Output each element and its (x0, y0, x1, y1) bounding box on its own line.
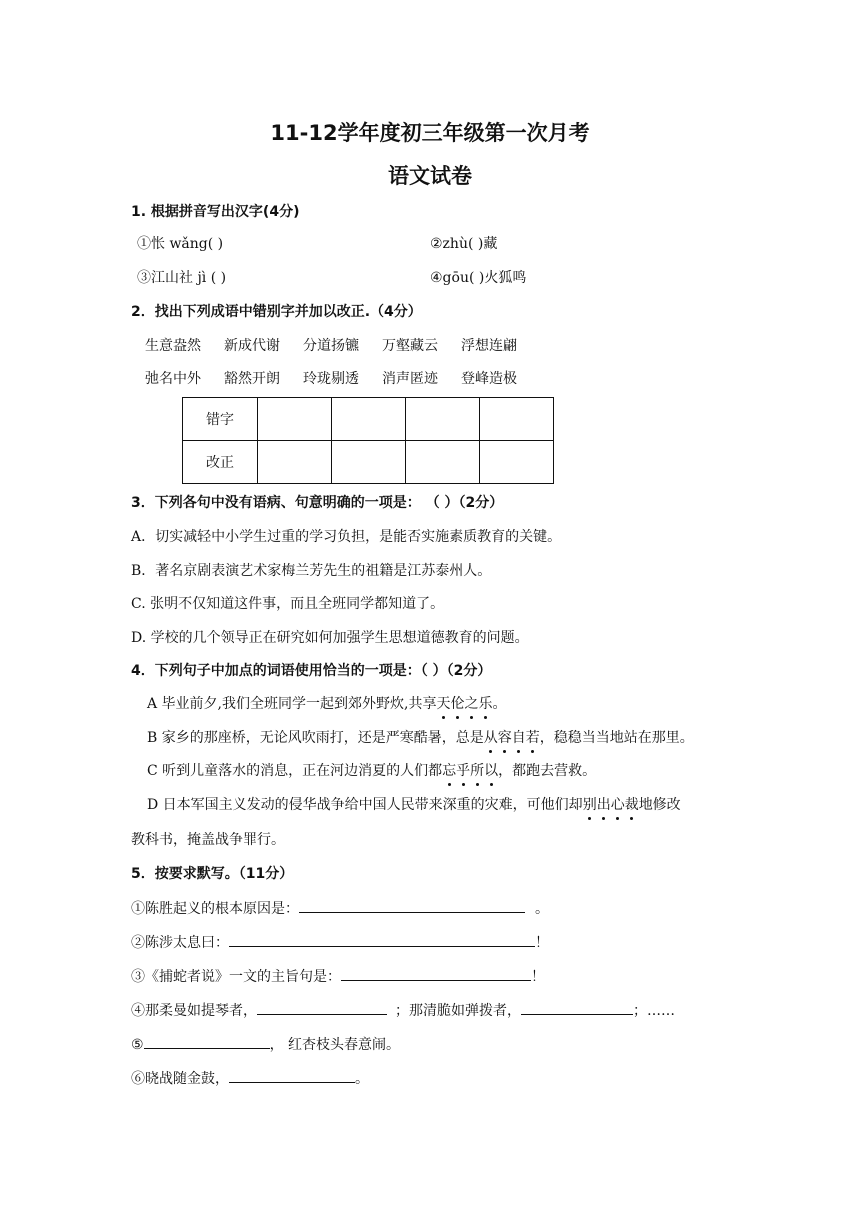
fill-blank[interactable] (521, 1000, 633, 1015)
option-text: 地修改 (638, 797, 681, 813)
exam-subtitle: 语文试卷 (388, 164, 472, 188)
dotted-char: 容 (497, 730, 512, 746)
idiom: 浮想连翩 (461, 338, 517, 354)
q5-item-2 (131, 932, 549, 953)
q5-item-6 (131, 1068, 369, 1089)
idiom: 登峰造极 (461, 371, 517, 387)
item-text: 。 (535, 901, 549, 917)
answer-cell[interactable] (406, 441, 480, 484)
q4-heading: 4．下列句子中加点的词语使用恰当的一项是：（ ）（2分） (131, 663, 492, 679)
correction-table (182, 397, 554, 484)
q4-option-c (147, 761, 596, 781)
q4-option-d-continued: 教科书，掩盖战争罪行。 (131, 832, 285, 848)
fill-blank[interactable] (341, 966, 531, 981)
dotted-char: 若 (525, 730, 540, 746)
q1-item-3: ③江山社 jì ( ) (137, 270, 227, 286)
option-text: ，都跑去营救。 (498, 763, 597, 779)
fill-blank[interactable] (229, 932, 535, 947)
idiom: 生意盎然 (145, 338, 201, 354)
idiom-row-1 (145, 336, 517, 356)
fill-blank[interactable] (257, 1000, 387, 1015)
item-text: ， 红杏枝头春意闹。 (269, 1037, 401, 1053)
q3-heading: 3．下列各句中没有语病、句意明确的一项是： （ ）（2分） (131, 495, 504, 511)
idiom: 消声匿迹 (382, 371, 438, 387)
item-text: ！ (531, 969, 545, 985)
answer-cell[interactable] (258, 398, 332, 441)
idiom: 分道扬镳 (303, 338, 359, 354)
idiom: 弛名中外 (145, 371, 201, 387)
q5-item-1 (131, 898, 549, 919)
option-text: D 日本军国主义发动的侵华战争给中国人民带来深重的灾难，可他们却 (147, 797, 583, 813)
answer-cell[interactable] (480, 441, 554, 484)
dotted-char: 乎 (456, 763, 471, 779)
item-text: 。 (355, 1071, 369, 1087)
dotted-char: 之 (464, 696, 479, 712)
item-text: ；…… (633, 1003, 675, 1019)
idiom: 新成代谢 (224, 338, 280, 354)
dotted-char: 别 (582, 797, 597, 813)
option-text: ，稳稳当当地站在那里。 (539, 730, 694, 746)
dotted-char: 自 (511, 730, 526, 746)
fill-blank[interactable] (229, 1068, 355, 1083)
q3-option-d: D. 学校的几个领导正在研究如何加强学生思想道德教育的问题。 (131, 630, 529, 646)
item-text: ①陈胜起义的根本原因是： (131, 901, 299, 917)
answer-cell[interactable] (406, 398, 480, 441)
item-text: ⑥晓战随金鼓， (131, 1071, 229, 1087)
item-text: ②陈涉太息曰： (131, 935, 229, 951)
option-text: C 听到儿童落水的消息，正在河边消夏的人们都 (147, 763, 443, 779)
item-text: ⑤ (131, 1037, 144, 1053)
item-text: ③《捕蛇者说》一文的主旨句是： (131, 969, 341, 985)
q4-option-a (147, 694, 506, 714)
table-row (183, 441, 554, 484)
q5-item-3 (131, 966, 545, 987)
q5-item-4 (131, 1000, 675, 1021)
idiom: 万壑藏云 (382, 338, 438, 354)
dotted-char: 伦 (450, 696, 465, 712)
item-text: ！ (535, 935, 549, 951)
dotted-char: 天 (436, 696, 451, 712)
dotted-char: 所 (470, 763, 485, 779)
exam-title: 11-12学年度初三年级第一次月考 (270, 121, 590, 145)
fill-blank[interactable] (299, 898, 525, 913)
q3-option-a: A．切实减轻中小学生过重的学习负担，是能否实施素质教育的关键。 (131, 529, 562, 545)
option-text: 。 (492, 696, 507, 712)
option-text: B 家乡的那座桥，无论风吹雨打，还是严寒酷暑，总是 (147, 730, 484, 746)
table-label-wrong: 错字 (183, 398, 258, 441)
q5-item-5 (131, 1034, 400, 1055)
idiom: 玲珑剔透 (303, 371, 359, 387)
q5-heading: 5．按要求默写。（11分） (131, 866, 294, 882)
item-text: ；那清脆如弹拨者， (395, 1003, 521, 1019)
table-label-correct: 改正 (183, 441, 258, 484)
dotted-char: 裁 (624, 797, 639, 813)
dotted-char: 出 (596, 797, 611, 813)
q2-heading: 2．找出下列成语中错别字并加以改正.（4分） (131, 304, 422, 320)
answer-cell[interactable] (258, 441, 332, 484)
q3-option-c: C. 张明不仅知道这件事，而且全班同学都知道了。 (131, 596, 445, 612)
answer-cell[interactable] (332, 441, 406, 484)
q4-option-b (147, 728, 694, 748)
idiom: 豁然开朗 (224, 371, 280, 387)
dotted-char: 心 (610, 797, 625, 813)
q3-option-b: B．著名京剧表演艺术家梅兰芳先生的祖籍是江苏泰州人。 (131, 563, 492, 579)
idiom-row-2 (145, 369, 517, 389)
table-row (183, 398, 554, 441)
item-text: ④那柔曼如提琴者， (131, 1003, 257, 1019)
q1-heading: 1. 根据拼音写出汉字(4分) (131, 204, 300, 220)
dotted-char: 以 (484, 763, 499, 779)
dotted-char: 从 (483, 730, 498, 746)
dotted-char: 忘 (442, 763, 457, 779)
option-text: A 毕业前夕,我们全班同学一起到郊外野炊,共享 (147, 696, 437, 712)
dotted-char: 乐 (478, 696, 493, 712)
answer-cell[interactable] (332, 398, 406, 441)
answer-cell[interactable] (480, 398, 554, 441)
q4-option-d (147, 795, 681, 815)
q1-item-2: ②zhù( )藏 (430, 236, 498, 252)
fill-blank[interactable] (144, 1034, 270, 1049)
q1-item-4: ④gōu( )火狐鸣 (430, 270, 527, 286)
q1-item-1: ①怅 wǎng( ) (137, 236, 224, 252)
